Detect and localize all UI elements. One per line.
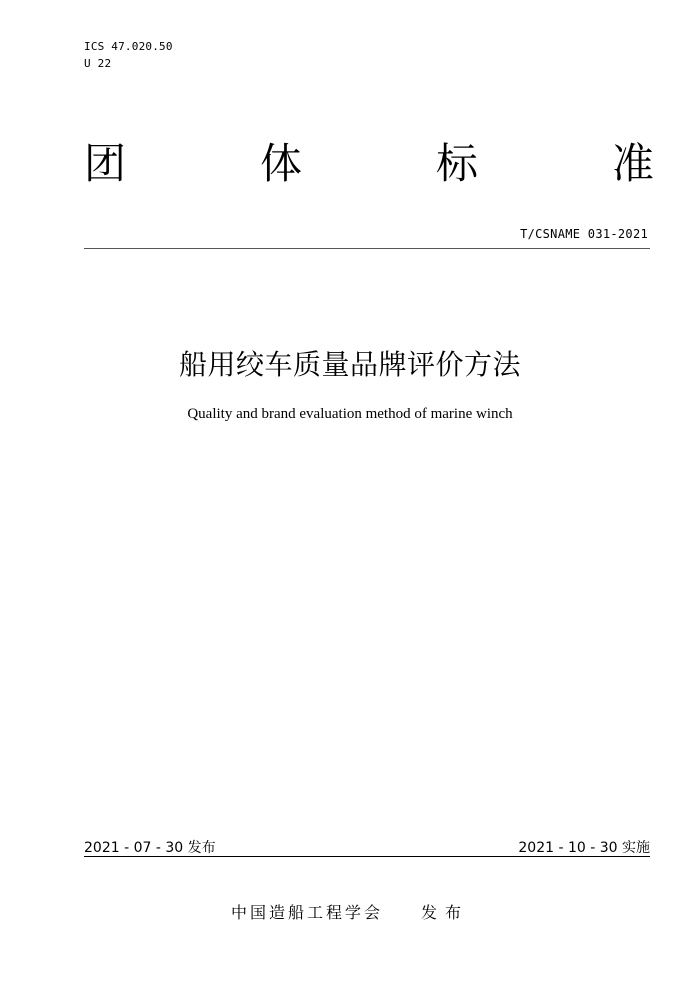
standard-type-char: 准 (611, 139, 654, 188)
publish-date: 2021 - 07 - 30 发布 (84, 840, 216, 856)
implement-date: 2021 - 10 - 30 实施 (518, 840, 650, 856)
standard-type-char: 体 (259, 139, 302, 188)
ccs-code: U 22 (84, 57, 112, 70)
title-english: Quality and brand evaluation method of marine winch (187, 406, 513, 422)
issuer-line (0, 900, 700, 923)
footer-divider (84, 856, 650, 857)
title-chinese: 船用绞车质量品牌评价方法 (178, 348, 521, 381)
issuer-action: 发布 (421, 903, 470, 922)
issuer-organization: 中国造船工程学会 (230, 903, 383, 922)
ics-code: ICS 47.020.50 (84, 40, 173, 53)
header-divider (84, 248, 650, 249)
standard-type-heading (84, 138, 654, 190)
dates-row (84, 837, 650, 857)
standard-number: T/CSNAME 031-2021 (520, 227, 648, 241)
standard-type-char: 团 (84, 139, 127, 188)
classification-codes (84, 38, 173, 72)
standard-type-char: 标 (435, 139, 478, 188)
